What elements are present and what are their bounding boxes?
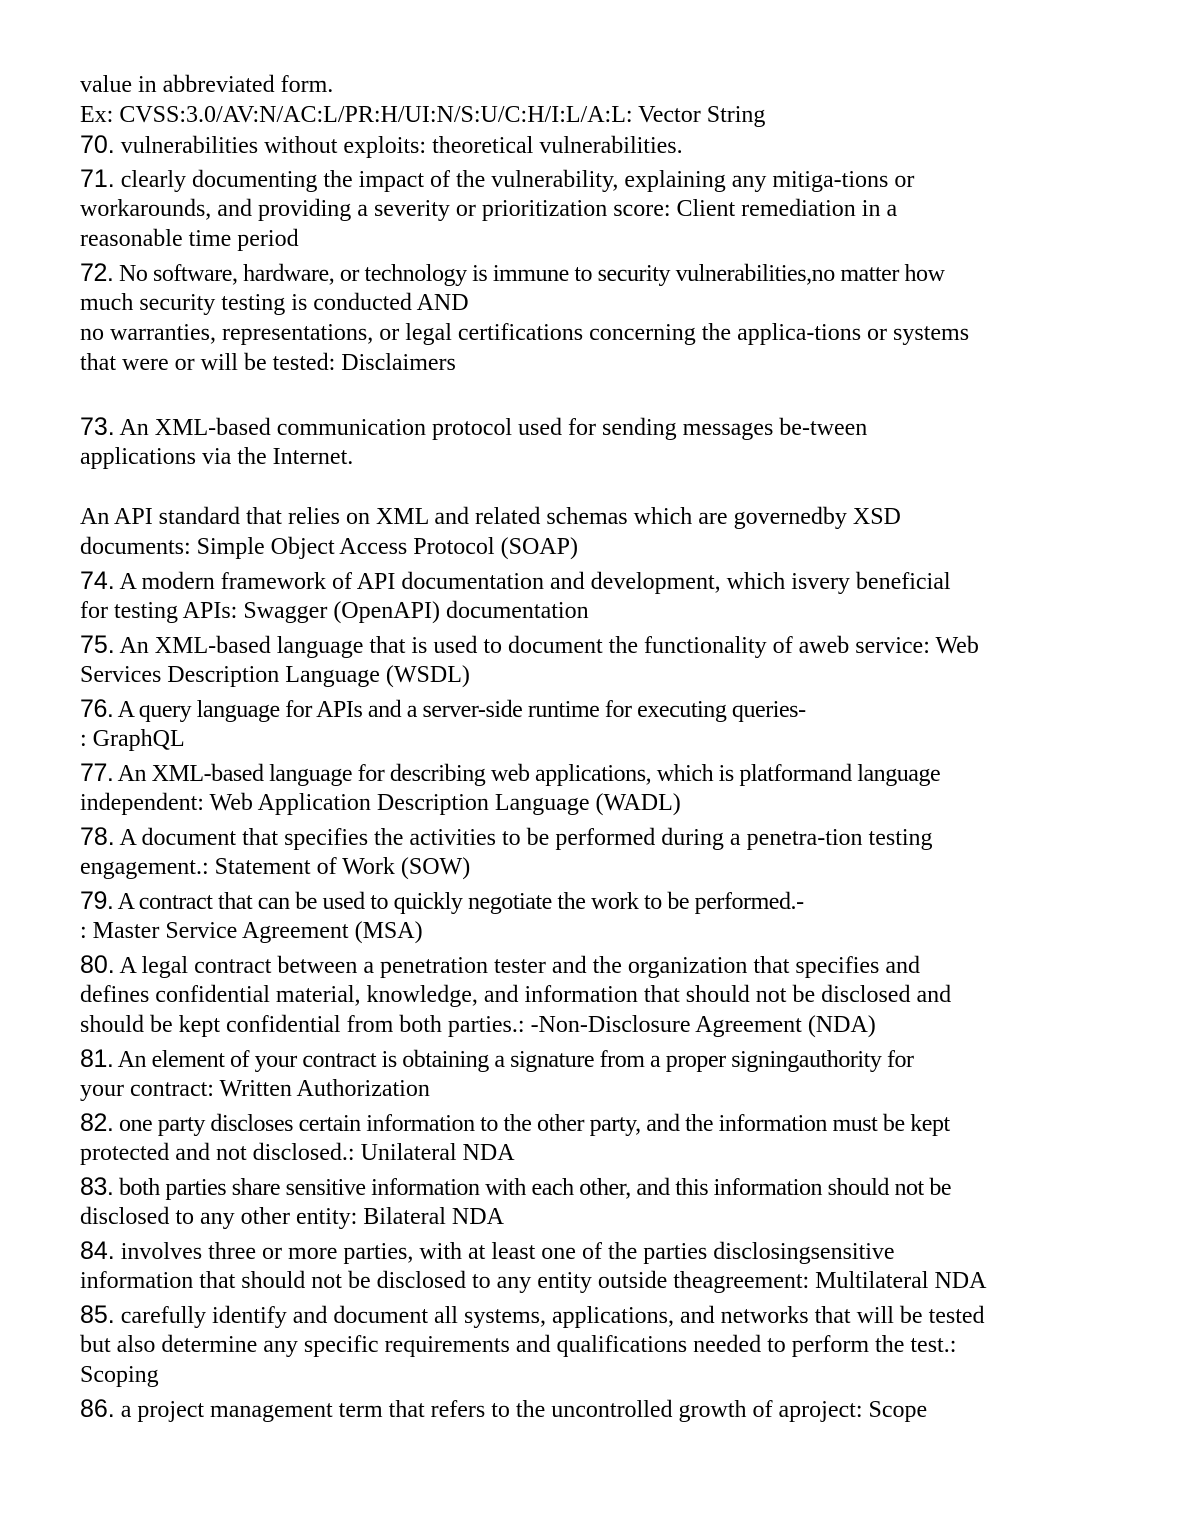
item-text: A query language for APIs and a server-side runtime for executing queries- — [113, 697, 806, 723]
list-item-line — [80, 1300, 1110, 1330]
list-item-line — [80, 130, 1110, 160]
item-text: A legal contract between a penetration tester and the organization that specifies and — [114, 953, 921, 979]
list-item-line — [80, 442, 1110, 472]
list-item-line — [80, 1138, 1110, 1168]
item-text: a project management term that refers to the uncontrolled growth of aproject: Scope — [114, 1397, 928, 1423]
item-text: but also determine any specific requirements and qualifications needed to perform the test.: — [80, 1332, 957, 1358]
item-text: An XML-based communication protocol used for sending messages be-tween — [114, 415, 868, 441]
item-text: both parties share sensitive information with each other, and this information should not be — [113, 1175, 952, 1201]
list-item-line — [80, 1330, 1110, 1360]
item-number: 74. — [80, 567, 115, 595]
item-text: A contract that can be used to quickly negotiate the work to be performed.- — [113, 889, 804, 915]
list-item — [80, 694, 1110, 754]
item-text: No software, hardware, or technology is immune to security vulnerabilities,no matter how — [113, 261, 945, 287]
list-item — [80, 412, 1110, 562]
list-item-line — [80, 660, 1110, 690]
list-item-line — [80, 164, 1110, 194]
list-item-line — [80, 532, 1110, 562]
item-text: An XML-based language for describing web applications, which is platformand language — [113, 761, 941, 787]
item-text: : Master Service Agreement (MSA) — [80, 918, 423, 944]
item-number: 75. — [80, 631, 115, 659]
item-number: 82. — [80, 1109, 114, 1137]
list-item-line — [80, 348, 1110, 378]
item-number: 79. — [80, 887, 114, 915]
item-text: protected and not disclosed.: Unilateral NDA — [80, 1140, 515, 1166]
item-number: 76. — [80, 695, 114, 723]
item-text: workarounds, and providing a severity or prioritization score: Client remediation in a — [80, 196, 898, 222]
item-number: 78. — [80, 823, 115, 851]
list-item-line — [80, 1074, 1110, 1104]
item-text: one party discloses certain information to the other party, and the information must be kept — [113, 1111, 950, 1137]
list-item-line — [80, 596, 1110, 626]
item-spacer — [80, 1424, 1110, 1428]
list-item-line — [80, 1236, 1110, 1266]
list-item — [80, 164, 1110, 254]
item-text: that were or will be tested: Disclaimers — [80, 350, 456, 376]
item-number: 70. — [80, 131, 115, 159]
item-text: documents: Simple Object Access Protocol (SOAP) — [80, 534, 578, 560]
paragraph-gap — [80, 472, 1110, 502]
list-item — [80, 1300, 1110, 1390]
list-item-line — [80, 852, 1110, 882]
item-text: disclosed to any other entity: Bilateral NDA — [80, 1204, 504, 1230]
list-item-line — [80, 224, 1110, 254]
list-item-line — [80, 630, 1110, 660]
list-item-line — [80, 1202, 1110, 1232]
list-item-line — [80, 566, 1110, 596]
list-item — [80, 630, 1110, 690]
item-text: defines confidential material, knowledge, and information that should not be disclosed and — [80, 982, 952, 1008]
item-text: : GraphQL — [80, 726, 185, 752]
item-number: 77. — [80, 759, 114, 787]
list-item-line — [80, 1044, 1110, 1074]
list-item-line — [80, 1172, 1110, 1202]
item-text: An XML-based language that is used to document the functionality of aweb service: Web — [114, 633, 979, 659]
item-text: reasonable time period — [80, 226, 299, 252]
list-item — [80, 566, 1110, 626]
paragraph-gap — [80, 382, 1110, 412]
list-item — [80, 1044, 1110, 1104]
list-item-line — [80, 950, 1110, 980]
intro-line: Ex: CVSS:3.0/AV:N/AC:L/PR:H/UI:N/S:U/C:H/I:L/A:L: Vector String — [80, 102, 766, 128]
list-item-line — [80, 1394, 1110, 1424]
item-text: for testing APIs: Swagger (OpenAPI) documentation — [80, 598, 589, 624]
list-item-line — [80, 258, 1110, 288]
list-item — [80, 822, 1110, 882]
item-text: should be kept confidential from both parties.: -Non-Disclosure Agreement (NDA) — [80, 1012, 876, 1038]
item-text: your contract: Written Authorization — [80, 1076, 430, 1102]
list-item — [80, 130, 1110, 160]
item-number: 72. — [80, 259, 114, 287]
list-item-line — [80, 694, 1110, 724]
list-item-line — [80, 980, 1110, 1010]
list-item-line — [80, 758, 1110, 788]
list-item — [80, 258, 1110, 378]
list-item — [80, 950, 1110, 1040]
list-item-line — [80, 194, 1110, 224]
item-text: no warranties, representations, or legal certifications concerning the applica-tions or systems — [80, 320, 970, 346]
item-text: Scoping — [80, 1362, 159, 1388]
intro-line: value in abbreviated form. — [80, 72, 334, 98]
item-text: An API standard that relies on XML and related schemas which are governedby XSD — [80, 504, 901, 530]
list-item — [80, 1236, 1110, 1296]
item-text: vulnerabilities without exploits: theoretical vulnerabilities. — [114, 133, 683, 159]
list-item-line — [80, 822, 1110, 852]
item-text: independent: Web Application Description Language (WADL) — [80, 790, 681, 816]
numbered-list — [80, 130, 1110, 1428]
item-text: involves three or more parties, with at least one of the parties disclosingsensitive — [114, 1239, 895, 1265]
list-item-line — [80, 318, 1110, 348]
item-number: 71. — [80, 165, 115, 193]
item-text: carefully identify and document all systems, applications, and networks that will be tested — [114, 1303, 985, 1329]
list-item-line — [80, 1360, 1110, 1390]
list-item — [80, 758, 1110, 818]
list-item — [80, 1394, 1110, 1424]
item-number: 80. — [80, 951, 115, 979]
list-item-line — [80, 724, 1110, 754]
list-item-line — [80, 788, 1110, 818]
item-number: 73. — [80, 413, 115, 441]
list-item-line — [80, 1266, 1110, 1296]
list-item-line — [80, 886, 1110, 916]
item-text: A document that specifies the activities to be performed during a penetra-tion testing — [114, 825, 933, 851]
item-number: 81. — [80, 1045, 114, 1073]
item-number: 85. — [80, 1301, 115, 1329]
list-item-line — [80, 1010, 1110, 1040]
item-text: much security testing is conducted AND — [80, 290, 469, 316]
item-number: 86. — [80, 1395, 115, 1423]
list-item-line — [80, 1108, 1110, 1138]
list-item-line — [80, 288, 1110, 318]
list-item — [80, 1172, 1110, 1232]
document-page — [80, 70, 1110, 1428]
item-number: 84. — [80, 1237, 115, 1265]
list-item-line — [80, 502, 1110, 532]
item-number: 83. — [80, 1173, 114, 1201]
item-text: applications via the Internet. — [80, 444, 354, 470]
item-text: An element of your contract is obtaining a signature from a proper signingauthority for — [113, 1047, 914, 1073]
list-item — [80, 1108, 1110, 1168]
list-item — [80, 886, 1110, 946]
item-text: information that should not be disclosed to any entity outside theagreement: Multilateral NDA — [80, 1268, 987, 1294]
list-item-line — [80, 916, 1110, 946]
item-text: Services Description Language (WSDL) — [80, 662, 470, 688]
item-text: clearly documenting the impact of the vulnerability, explaining any mitiga-tions or — [114, 167, 915, 193]
item-text: A modern framework of API documentation and development, which isvery beneficial — [114, 569, 951, 595]
item-text: engagement.: Statement of Work (SOW) — [80, 854, 471, 880]
list-item-line — [80, 412, 1110, 442]
